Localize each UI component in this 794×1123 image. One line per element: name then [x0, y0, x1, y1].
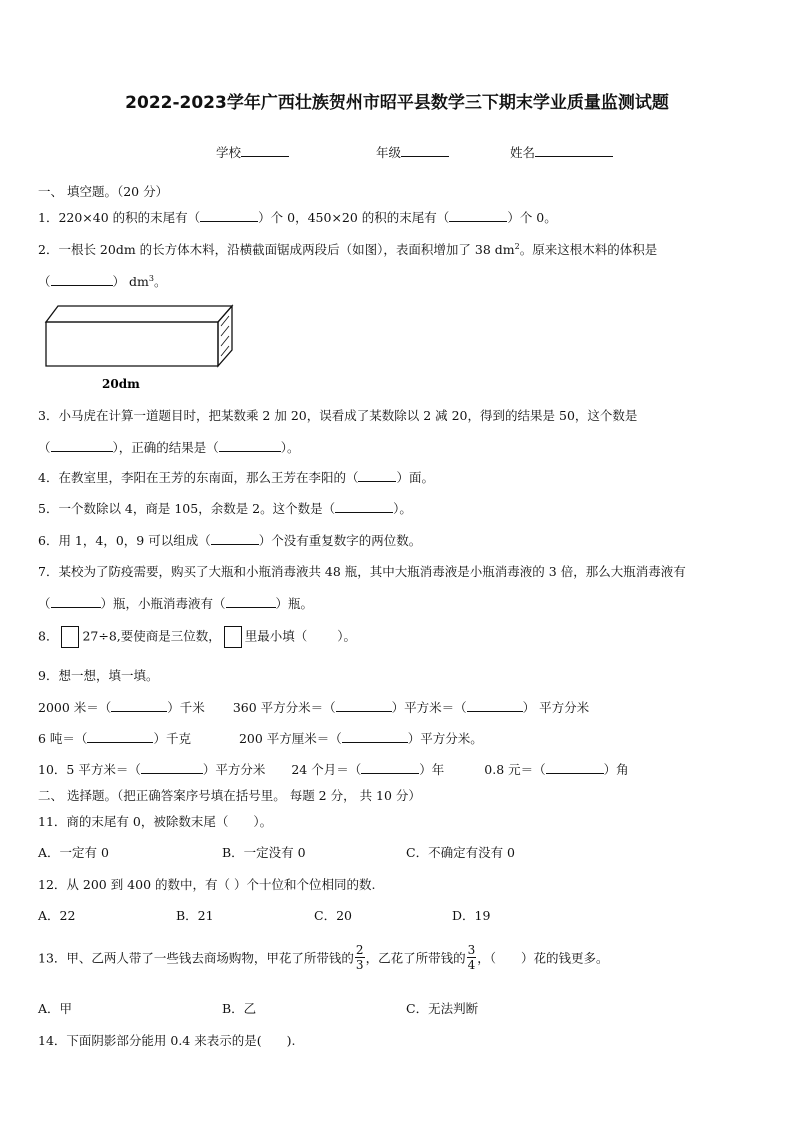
question-7: 7．某校为了防疫需要，购买了大瓶和小瓶消毒液共 48 瓶，其中大瓶消毒液是小瓶消毒液的 3 倍，那么大瓶消毒液有 [38, 564, 686, 579]
name-label: 姓名 [510, 145, 536, 160]
answer-blank[interactable] [335, 512, 393, 513]
cuboid-end-face [218, 306, 232, 366]
q11-option-a[interactable]: A．一定有 0 [38, 845, 109, 860]
question-10: 10．5 平方米＝（ ）平方分米 24 个月＝（ ）年 0.8 元＝（ ）角 [38, 762, 629, 777]
q11-option-c[interactable]: C．不确定有没有 0 [406, 845, 515, 860]
question-3: 3．小马虎在计算一道题目时，把某数乘 2 加 20，误看成了某数除以 2 减 20，得到的结果是 50，这个数是 [38, 408, 638, 423]
section-heading-fill: 一、 填空题。（20 分） [38, 184, 169, 199]
answer-blank[interactable] [358, 481, 396, 482]
q13-option-b[interactable]: B．乙 [222, 1001, 257, 1016]
fraction-two-thirds: $\frac{2}{3}$ [355, 943, 364, 972]
name-blank[interactable] [535, 144, 613, 157]
question-14: 14．下面阴影部分能用 0.4 来表示的是( ). [38, 1033, 296, 1048]
grade-field [376, 143, 449, 161]
answer-blank[interactable] [449, 221, 507, 222]
answer-blank[interactable] [342, 742, 408, 743]
answer-blank[interactable] [51, 451, 113, 452]
answer-blank[interactable] [111, 711, 167, 712]
answer-blank[interactable] [87, 742, 153, 743]
answer-blank[interactable] [211, 544, 259, 545]
q12-option-c[interactable]: C．20 [314, 908, 352, 923]
school-label: 学校 [216, 145, 242, 160]
question-9-row-2: 6 吨＝（ ）千克 200 平方厘米＝（ ）平方分米。 [38, 731, 483, 746]
answer-blank[interactable] [141, 773, 203, 774]
q12-option-d[interactable]: D．19 [452, 908, 491, 923]
question-4: 4．在教室里，李阳在王芳的东南面，那么王芳在李阳的（ ）面。 [38, 470, 434, 485]
name-field [510, 143, 613, 161]
answer-blank[interactable] [51, 607, 101, 608]
answer-blank[interactable] [467, 711, 523, 712]
q13-option-c[interactable]: C．无法判断 [406, 1001, 479, 1016]
grade-blank[interactable] [401, 144, 449, 157]
digit-box[interactable] [61, 626, 79, 648]
question-1: 1．220×40 的积的末尾有（ ）个 0，450×20 的积的末尾有（ ）个 0。 [38, 210, 557, 225]
question-13: 13．甲、乙两人带了一些钱去商场购物，甲花了所带钱的 $\frac{2}{3}$ ，乙花了所带钱的 $\frac{3}{4}$ ，（ ）花的钱更多。 [38, 943, 609, 972]
cuboid-length-label: 20dm [102, 377, 140, 391]
question-11: 11．商的末尾有 0，被除数末尾（ ）。 [38, 814, 273, 829]
school-blank[interactable] [241, 144, 289, 157]
q13-option-a[interactable]: A．甲 [38, 1001, 73, 1016]
fraction-three-quarters: $\frac{3}{4}$ [467, 943, 476, 972]
answer-blank[interactable] [200, 221, 258, 222]
answer-blank[interactable] [226, 607, 276, 608]
answer-blank[interactable] [336, 711, 392, 712]
question-7-answer: （ ）瓶，小瓶消毒液有（ ）瓶。 [38, 596, 314, 611]
cuboid-front-face [46, 322, 218, 366]
cuboid-figure [40, 302, 240, 392]
answer-blank[interactable] [51, 285, 113, 286]
question-6: 6．用 1，4，0，9 可以组成（ ）个没有重复数字的两位数。 [38, 533, 422, 548]
question-3-answer: （ ），正确的结果是（ ）。 [38, 440, 300, 455]
page-title: 2022-2023学年广西壮族贺州市昭平县数学三下期末学业质量监测试题 [125, 93, 669, 113]
question-2-answer: （ ） $dm^3$。 [38, 273, 167, 289]
cuboid-top-face [46, 306, 232, 322]
question-5: 5．一个数除以 4，商是 105，余数是 2。这个数是（ ）。 [38, 501, 412, 516]
digit-box[interactable] [224, 626, 242, 648]
section-heading-choice: 二、 选择题。（把正确答案序号填在括号里。 每题 2 分， 共 10 分） [38, 788, 421, 803]
answer-blank[interactable] [219, 451, 281, 452]
school-field [216, 143, 289, 161]
grade-label: 年级 [376, 145, 402, 160]
answer-blank[interactable] [546, 773, 604, 774]
q12-option-b[interactable]: B．21 [176, 908, 214, 923]
question-2: 2．一根长 20dm 的长方体木料，沿横截面锯成两段后（如图），表面积增加了 38 $dm^2$。原来这根木料的体积是 [38, 241, 658, 257]
q11-option-b[interactable]: B．一定没有 0 [222, 845, 306, 860]
q12-option-a[interactable]: A．22 [38, 908, 76, 923]
question-9-row-1: 2000 米＝（ ）千米 360 平方分米＝（ ）平方米＝（ ） 平方分米 [38, 700, 590, 715]
question-9: 9．想一想，填一填。 [38, 668, 159, 683]
question-12: 12．从 200 到 400 的数中，有（ ）个十位和个位相同的数. [38, 877, 376, 892]
question-8: 8． 27÷8,要使商是三位数， 里最小填（ ）。 [38, 626, 356, 648]
answer-blank[interactable] [361, 773, 419, 774]
